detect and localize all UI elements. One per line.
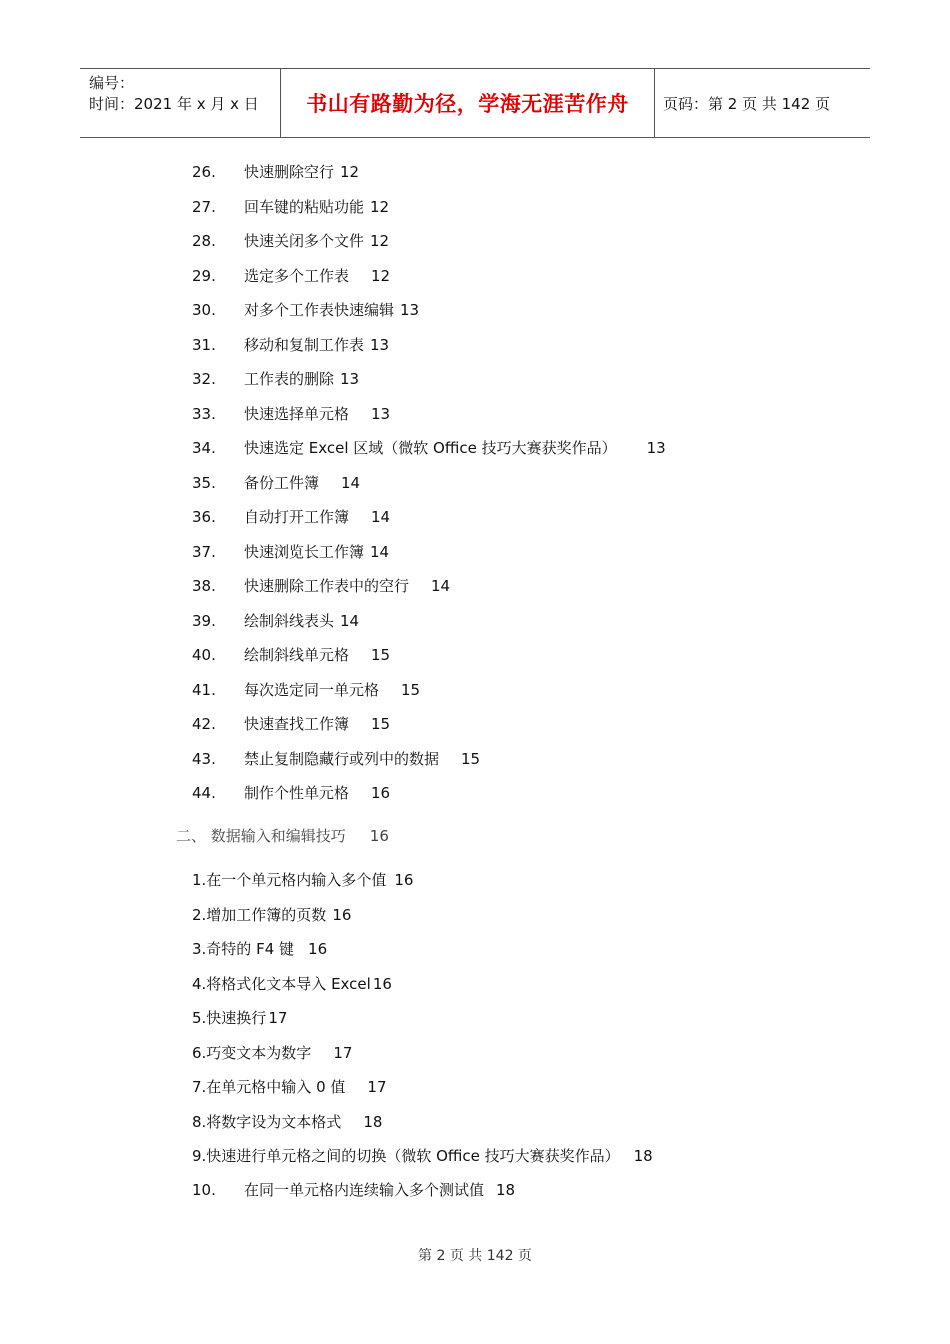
toc-item[interactable] [192, 160, 792, 184]
section-title: 二、 数据输入和编辑技巧 [176, 827, 346, 845]
toc-item-page: 14 [341, 473, 361, 492]
toc-item[interactable] [192, 1178, 692, 1202]
toc-item-page: 12 [340, 163, 360, 181]
toc-item-number: 44. [192, 784, 216, 802]
toc-item-page: 13 [400, 301, 420, 319]
toc-item-number: 37. [192, 542, 216, 561]
toc-item[interactable] [192, 747, 792, 771]
toc-item-page: 15 [461, 749, 481, 768]
toc-item[interactable] [192, 540, 792, 564]
section-heading [176, 824, 389, 848]
sub-item-page: 17 [367, 1078, 387, 1096]
sub-item-title: 6.巧变文本为数字 [192, 1043, 312, 1062]
toc-item-number: 28. [192, 232, 216, 250]
toc-item-page: 14 [371, 508, 391, 526]
sub-item-title: 5.快速换行 [192, 1009, 267, 1027]
toc-item-page: 15 [371, 646, 391, 664]
toc-item[interactable] [192, 264, 792, 288]
section-page: 16 [369, 827, 389, 845]
toc-item-number: 32. [192, 370, 216, 388]
sub-item[interactable] [192, 937, 327, 961]
toc-item-page: 13 [371, 404, 391, 423]
toc-item-page: 14 [431, 577, 451, 595]
header-motto: 书山有路勤为径，学海无涯苦作舟 [306, 92, 629, 116]
toc-item-title: 回车键的粘贴功能 [244, 197, 365, 216]
toc-item-number: 40. [192, 646, 216, 664]
toc-item-number: 27. [192, 197, 216, 216]
toc-item[interactable] [192, 367, 792, 391]
toc-item-number: 33. [192, 404, 216, 423]
toc-item-number: 43. [192, 749, 216, 768]
sub-item-title: 9.快速进行单元格之间的切换（微软 Office 技巧大赛获奖作品） [192, 1147, 620, 1165]
toc-item[interactable] [192, 643, 792, 667]
toc-item-title: 绘制斜线单元格 [244, 646, 350, 664]
toc-item-number: 30. [192, 301, 216, 319]
header-motto-cell [281, 69, 655, 137]
toc-item[interactable] [192, 781, 792, 805]
toc-item-page: 13 [340, 370, 360, 388]
toc-item-number: 35. [192, 473, 216, 492]
toc-item-page: 13 [370, 335, 390, 354]
toc-item-title: 快速浏览长工作簿 [244, 542, 365, 561]
toc-item-page: 13 [646, 439, 666, 457]
toc-item-page: 16 [371, 784, 391, 802]
toc-item-number: 29. [192, 266, 216, 285]
toc-item-page: 14 [370, 542, 390, 561]
toc-item-title: 禁止复制隐藏行或列中的数据 [244, 749, 440, 768]
toc-item[interactable] [192, 229, 792, 253]
sub-item-title: 3.奇特的 F4 键 [192, 940, 295, 958]
sub-item-title: 2.增加工作簿的页数 [192, 905, 327, 924]
toc-item-page: 15 [401, 680, 421, 699]
toc-item[interactable] [192, 195, 792, 219]
toc-item-page: 18 [496, 1181, 516, 1199]
toc-item-page: 12 [370, 197, 390, 216]
toc-item-title: 快速选择单元格 [244, 404, 350, 423]
toc-item-page: 14 [340, 611, 360, 630]
document-date-label: 时间：2021 年 x 月 x 日 [89, 95, 259, 113]
toc-item-number: 10. [192, 1181, 216, 1199]
toc-item[interactable] [192, 574, 792, 598]
toc-item[interactable] [192, 333, 792, 357]
toc-item-number: 36. [192, 508, 216, 526]
sub-item-title: 4.将格式化文本导入 Excel [192, 974, 371, 993]
toc-item-title: 快速关闭多个文件 [244, 232, 365, 250]
header-page-cell [655, 69, 870, 137]
toc-item-page: 12 [371, 266, 391, 285]
sub-item-page: 17 [268, 1009, 288, 1027]
toc-item[interactable] [192, 436, 792, 460]
toc-item-title: 快速删除工作表中的空行 [244, 577, 410, 595]
sub-item[interactable] [192, 1041, 352, 1065]
sub-item-page: 17 [333, 1043, 353, 1062]
toc-item-number: 39. [192, 611, 216, 630]
toc-item-title: 移动和复制工作表 [244, 335, 365, 354]
toc-item-title: 工作表的删除 [244, 370, 335, 388]
page-header [80, 68, 870, 138]
toc-item[interactable] [192, 402, 792, 426]
sub-item[interactable] [192, 1075, 387, 1099]
toc-item[interactable] [192, 712, 792, 736]
sub-item[interactable] [192, 1144, 653, 1168]
sub-item-page: 18 [633, 1147, 653, 1165]
toc-item-title: 每次选定同一单元格 [244, 680, 380, 699]
sub-item[interactable] [192, 972, 392, 996]
toc-item-title: 快速删除空行 [244, 163, 335, 181]
document-number-label: 编号： [89, 74, 135, 92]
sub-item-title: 1.在一个单元格内输入多个值 [192, 871, 387, 889]
toc-item-number: 31. [192, 335, 216, 354]
toc-item-page: 15 [371, 715, 391, 733]
sub-item-page: 16 [332, 905, 352, 924]
sub-item-page: 18 [363, 1112, 383, 1131]
toc-item-title: 制作个性单元格 [244, 784, 350, 802]
toc-item-title: 快速选定 Excel 区域（微软 Office 技巧大赛获奖作品） [244, 439, 617, 457]
sub-item-page: 16 [394, 871, 414, 889]
toc-item-number: 42. [192, 715, 216, 733]
sub-item-title: 7.在单元格中输入 0 值 [192, 1078, 346, 1096]
toc-item-title: 快速查找工作簿 [244, 715, 350, 733]
toc-item-title: 对多个工作表快速编辑 [244, 301, 395, 319]
toc-item[interactable] [192, 471, 792, 495]
sub-item[interactable] [192, 868, 413, 892]
toc-item-number: 38. [192, 577, 216, 595]
toc-item-title: 选定多个工作表 [244, 266, 350, 285]
sub-item[interactable] [192, 1110, 382, 1134]
header-page-number: 页码：第 2 页 共 142 页 [663, 94, 831, 113]
toc-item[interactable] [192, 678, 792, 702]
toc-item[interactable] [192, 298, 792, 322]
header-meta [80, 69, 281, 137]
toc-item-title: 自动打开工作簿 [244, 508, 350, 526]
sub-item-page: 16 [372, 974, 392, 993]
toc-item[interactable] [192, 609, 792, 633]
toc-item-title: 绘制斜线表头 [244, 611, 335, 630]
toc-item-page: 12 [370, 232, 390, 250]
sub-item[interactable] [192, 1006, 287, 1030]
sub-item-title: 8.将数字设为文本格式 [192, 1112, 342, 1131]
toc-item-title: 备份工件簿 [244, 473, 320, 492]
sub-item-page: 16 [308, 940, 328, 958]
toc-item-number: 26. [192, 163, 216, 181]
toc-item-number: 41. [192, 680, 216, 699]
toc-item-number: 34. [192, 439, 216, 457]
page-footer: 第 2 页 共 142 页 [418, 1248, 532, 1264]
toc-item-title: 在同一单元格内连续输入多个测试值 [244, 1181, 485, 1199]
sub-item[interactable] [192, 903, 351, 927]
toc-item[interactable] [192, 505, 792, 529]
